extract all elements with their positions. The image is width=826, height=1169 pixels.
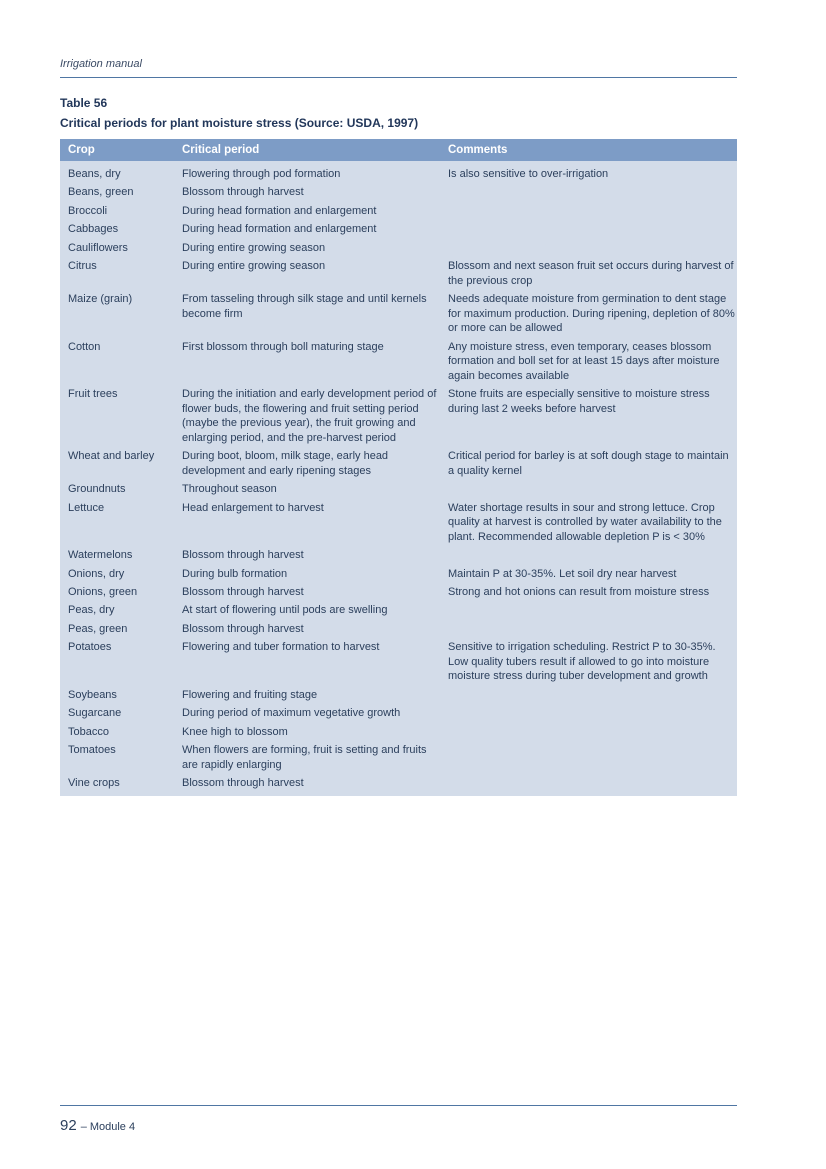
comments-cell: Is also sensitive to over-irrigation [448,168,609,180]
table-header [60,139,737,161]
table-row [60,688,737,706]
table-row [60,185,737,203]
crop-cell: Watermelons [68,549,133,562]
comments-cell [440,603,737,621]
comments-cell: Strong and hot onions can result from moisture stress [448,586,710,598]
crop-cell: Peas, dry [68,604,115,617]
crop-cell: Tomatoes [68,743,116,756]
comments-cell: Water shortage results in sour and strong lettuce. Crop quality at harvest is controlled by water availability to the plant. Recommended allowable depletion P is < 30% [448,501,722,543]
running-header: Irrigation manual [60,58,142,70]
crop-cell: Beans, green [68,186,134,199]
table-row [60,743,737,776]
comments-cell [440,688,737,706]
table-row [60,204,737,222]
table-container [60,139,737,796]
header-row [60,139,737,161]
critical-periods-table [60,139,737,796]
crop-cell: Broccoli [68,204,108,217]
table-row [60,640,737,688]
column-header-critical-period: Critical period [174,139,440,161]
crop-cell: Beans, dry [68,168,121,180]
critical-period-cell: During entire growing season [182,241,326,254]
crop-cell: Onions, dry [68,567,125,580]
header-divider [60,77,737,78]
comments-cell [440,743,737,776]
comments-cell [440,241,737,259]
critical-period-cell: During entire growing season [182,259,326,272]
crop-cell: Soybeans [68,688,117,701]
crop-cell: Cotton [68,340,101,353]
table-row [60,161,737,185]
critical-period-cell: Flowering and fruiting stage [182,688,318,701]
critical-period-cell: Flowering through pod formation [182,168,341,180]
table-row [60,292,737,340]
critical-period-cell: Blossom through harvest [182,776,304,789]
comments-cell: Sensitive to irrigation scheduling. Restrict P to 30-35%. Low quality tubers result if allowed to go into moisture moisture stress during tuber development and growth [448,641,716,683]
table-row [60,482,737,500]
module-label: Module 4 [89,1121,136,1133]
crop-cell: Vine crops [68,776,120,789]
crop-cell: Onions, green [68,586,138,598]
comments-cell: Blossom and next season fruit set occurs during harvest of the previous crop [448,259,734,287]
critical-period-cell: Flowering and tuber formation to harvest [182,641,380,654]
comments-cell: Any moisture stress, even temporary, ceases blossom formation and boll set for at least 15 days after moisture again becomes available [448,340,720,382]
comments-cell: Critical period for barley is at soft dough stage to maintain a quality kernel [448,450,729,477]
table-number: Table 56 [60,96,108,110]
crop-cell: Wheat and barley [68,450,155,463]
table-row [60,706,737,724]
table-row [60,725,737,743]
comments-cell [440,185,737,203]
crop-cell: Groundnuts [68,483,126,496]
crop-cell: Lettuce [68,501,105,514]
table-row [60,548,737,566]
table-row [60,501,737,549]
page-footer [60,1117,135,1135]
critical-period-cell: First blossom through boll maturing stage [182,340,384,353]
table-body [60,161,737,796]
critical-period-cell: During the initiation and early development period of flower buds, the flowering and fruit setting period (maybe the previous year), the fruit growing and enlarging period, and the pre-harvest period [182,388,437,444]
comments-cell [440,548,737,566]
critical-period-cell: During boot, bloom, milk stage, early head development and early ripening stages [182,450,389,477]
comments-cell [440,706,737,724]
comments-cell [440,776,737,796]
critical-period-cell: From tasseling through silk stage and until kernels become firm [182,292,427,320]
crop-cell: Maize (grain) [68,292,133,305]
crop-cell: Fruit trees [68,388,118,401]
critical-period-cell: Blossom through harvest [182,549,304,562]
crop-cell: Citrus [68,259,97,272]
crop-cell: Cabbages [68,223,119,236]
critical-period-cell: Knee high to blossom [182,725,288,738]
crop-cell: Tobacco [68,725,109,738]
table-row [60,622,737,640]
critical-period-cell: Blossom through harvest [182,186,304,199]
critical-period-cell: When flowers are forming, fruit is setting and fruits are rapidly enlarging [182,743,427,771]
comments-cell [440,204,737,222]
critical-period-cell: Blossom through harvest [182,622,304,635]
table-row [60,585,737,603]
critical-period-cell: During head formation and enlargement [182,204,377,217]
comments-cell [440,482,737,500]
crop-cell: Sugarcane [68,707,122,720]
column-header-crop: Crop [60,139,174,161]
crop-cell: Cauliflowers [68,241,128,254]
comments-cell [440,622,737,640]
crop-cell: Peas, green [68,622,128,635]
column-header-comments: Comments [440,139,737,161]
comments-cell [440,222,737,240]
critical-period-cell: At start of flowering until pods are swelling [182,604,388,617]
crop-cell: Potatoes [68,641,112,654]
critical-period-cell: During bulb formation [182,567,288,580]
critical-period-cell: During period of maximum vegetative growth [182,707,401,720]
critical-period-cell: Blossom through harvest [182,586,304,598]
table-row [60,259,737,292]
critical-period-cell: Throughout season [182,483,277,496]
table-caption: Critical periods for plant moisture stress (Source: USDA, 1997) [60,116,419,130]
comments-cell [440,725,737,743]
table-row [60,449,737,482]
comments-cell: Needs adequate moisture from germination to dent stage for maximum production. During ripening, depletion of 80% or more can be allowed [448,292,735,335]
comments-cell: Stone fruits are especially sensitive to moisture stress during last 2 weeks before harvest [448,388,710,415]
comments-cell: Maintain P at 30-35%. Let soil dry near harvest [448,567,677,580]
table-row [60,222,737,240]
critical-period-cell: Head enlargement to harvest [182,501,324,514]
page-number: 92 [60,1117,77,1134]
table-row [60,567,737,585]
footer-separator: – [80,1121,87,1133]
table-row [60,241,737,259]
table-row [60,776,737,796]
footer-divider [60,1105,737,1106]
table-row [60,340,737,388]
critical-period-cell: During head formation and enlargement [182,223,377,236]
table-row [60,387,737,449]
table-row [60,603,737,621]
